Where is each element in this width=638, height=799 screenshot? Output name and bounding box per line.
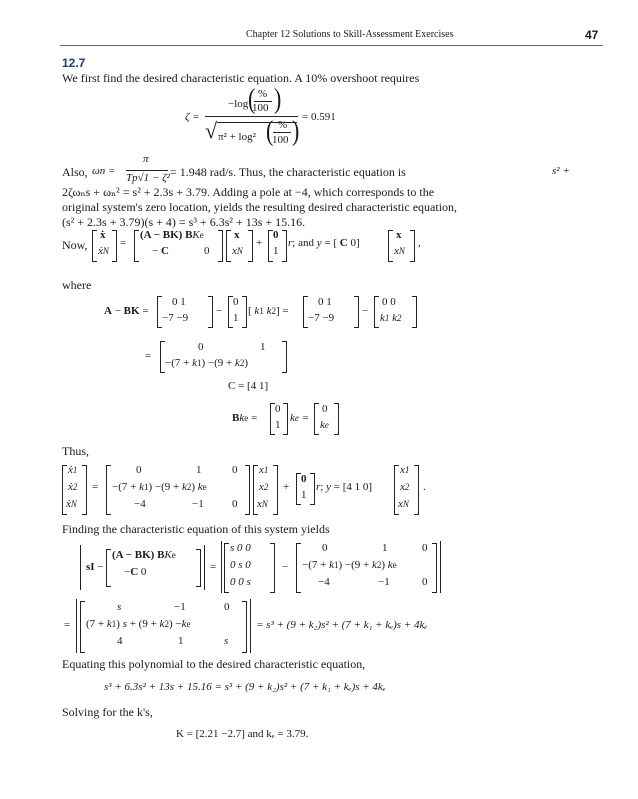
- x-vec2: x: [396, 229, 402, 241]
- pi-log: π² + log²: [218, 131, 256, 143]
- bracket: [248, 230, 253, 262]
- a-r3c2: −1: [192, 498, 204, 510]
- d-r2: −(7 + k1) −(9 + k2) ke: [302, 559, 397, 571]
- bracket: [314, 403, 319, 435]
- zeta-fraction-bar: [205, 116, 298, 117]
- m1-r1: 0 1: [172, 296, 186, 308]
- bke2-r2: ke: [320, 419, 329, 431]
- a-r3c1: −4: [134, 498, 146, 510]
- bracket: [310, 473, 315, 505]
- x-vec: x: [234, 229, 240, 241]
- A-BK-lhs: A − BK =: [104, 305, 149, 317]
- bracket: [412, 296, 417, 328]
- bracket: [134, 230, 139, 262]
- paren-l-top: (: [248, 82, 256, 115]
- x1-dot: ẋ1: [68, 464, 78, 476]
- bracket: [218, 230, 223, 262]
- m1-r2: −7 −9: [162, 312, 189, 324]
- det-bar: [76, 599, 77, 653]
- minus: −: [282, 561, 289, 573]
- bracket: [208, 296, 213, 328]
- eq-sign: =: [145, 350, 152, 362]
- minus: −: [216, 305, 223, 317]
- xn-dot: ẋN: [98, 245, 109, 257]
- xn-dot: ẋN: [66, 498, 77, 510]
- eq-sign: =: [210, 561, 217, 573]
- bracket: [354, 296, 359, 328]
- paren-r-bot: ): [292, 114, 300, 147]
- final-poly: s³ + 6.3s² + 13s + 15.16 = s³ + (9 + k₂)s² + (7 + k₁ + kₑ)s + 4kₑ: [104, 681, 386, 693]
- tp-sqrt: Tp√1 − ζ²: [126, 172, 170, 184]
- d-r3c3: 0: [422, 576, 428, 588]
- d-r3c1: −4: [318, 576, 330, 588]
- paragraph-intro: We first find the desired characteristic equation. A 10% overshoot requires: [62, 71, 420, 85]
- b0: 0: [301, 473, 307, 485]
- bracket: [80, 601, 85, 653]
- y-eq: r; y = [4 1 0]: [316, 481, 373, 493]
- e-r1c2: −1: [174, 601, 186, 613]
- e-r2: (7 + k1) s + (9 + k2) −ke: [86, 618, 191, 630]
- sqrt-sign: √: [205, 118, 218, 143]
- thus-label: Thus,: [62, 444, 89, 458]
- bracket: [414, 465, 419, 515]
- period: .: [423, 481, 426, 493]
- y-xn: xN: [398, 498, 409, 510]
- bracket: [410, 230, 415, 262]
- d-r3c2: −1: [378, 576, 390, 588]
- eq-sign: =: [64, 619, 71, 631]
- e-r3c1: 4: [117, 635, 123, 647]
- y-x1: x1: [400, 464, 410, 476]
- bracket: [242, 601, 247, 653]
- C-eq: C = [4 1]: [228, 380, 269, 392]
- equating-text: Equating this polynomial to the desired characteristic equation,: [62, 657, 366, 671]
- plus: +: [283, 481, 290, 493]
- s2-plus: s² +: [552, 165, 570, 177]
- bracket: [242, 296, 247, 328]
- where-label: where: [62, 278, 92, 292]
- omega-fraction-bar: [126, 170, 168, 171]
- e-r1c3: 0: [224, 601, 230, 613]
- paren-r-top: ): [274, 82, 282, 115]
- bracket: [374, 296, 379, 328]
- zero: 0: [204, 245, 210, 257]
- m3-r2: k1 k2: [380, 312, 402, 324]
- det-bar: [250, 599, 251, 653]
- bracket: [296, 543, 301, 593]
- line-3: original system's zero location, yields the resulting desired characteristic equation,: [62, 200, 458, 214]
- m4-r1-c1: 0: [198, 341, 204, 353]
- bracket: [270, 543, 275, 593]
- ke: ke =: [290, 412, 310, 424]
- hundred-top: 100: [252, 102, 269, 114]
- x2: x2: [259, 481, 269, 493]
- m4-r1-c2: 1: [260, 341, 266, 353]
- bracket: [112, 230, 117, 262]
- minus: −: [362, 305, 369, 317]
- bke-r2: 1: [275, 419, 281, 431]
- A-BK-term: (A − BK) BKe: [140, 229, 204, 241]
- det-bar: [204, 545, 205, 590]
- page-number: 47: [585, 28, 599, 42]
- now-label: Now,: [62, 238, 88, 252]
- bracket: [282, 230, 287, 262]
- bracket: [224, 543, 229, 593]
- e-r3c2: 1: [178, 635, 184, 647]
- comma: ,: [418, 237, 421, 249]
- sI: sI −: [86, 561, 104, 573]
- bracket: [106, 465, 111, 515]
- det-A: (A − BK) BKe: [112, 549, 176, 561]
- hundred-bot: 100: [272, 134, 289, 146]
- det-bar: [440, 541, 441, 593]
- one: 1: [273, 245, 279, 257]
- bracket: [273, 465, 278, 515]
- line-4: (s² + 2.3s + 3.79)(s + 4) = s³ + 6.3s² + 13s + 15.16.: [62, 215, 306, 229]
- zeta-result: = 0.591: [302, 111, 336, 123]
- eq-sign: =: [120, 237, 127, 249]
- det-bar: [221, 541, 222, 593]
- xn-vec2: xN: [394, 245, 405, 257]
- bracket: [432, 543, 437, 593]
- a-r1c1: 0: [136, 464, 142, 476]
- zero-bold: 0: [273, 229, 279, 241]
- b-r2: 1: [233, 312, 239, 324]
- bracket: [388, 230, 393, 262]
- a-r1c2: 1: [196, 464, 202, 476]
- det-bar: [80, 545, 81, 590]
- neg-log: −log: [228, 98, 249, 110]
- bracket: [196, 549, 201, 587]
- header-rule: [60, 45, 603, 46]
- a-r2: −(7 + k1) −(9 + k2) ke: [112, 481, 207, 493]
- det-C: −C 0: [124, 566, 147, 578]
- bke-r1: 0: [275, 403, 281, 415]
- bracket: [283, 403, 288, 435]
- b-r1: 0: [233, 296, 239, 308]
- b1: 1: [301, 489, 307, 501]
- Bke-lhs: Bke =: [232, 412, 258, 424]
- y-x2: x2: [400, 481, 410, 493]
- m2-r2: −7 −9: [308, 312, 335, 324]
- finding-text: Finding the characteristic equation of this system yields: [62, 522, 330, 536]
- running-header: Chapter 12 Solutions to Skill-Assessment Exercises: [246, 29, 454, 40]
- s-r1: s 0 0: [230, 542, 251, 554]
- solving-text: Solving for the k's,: [62, 705, 153, 719]
- pi-num: π: [143, 153, 149, 165]
- bracket: [106, 549, 111, 587]
- xn: xN: [257, 498, 268, 510]
- xn-vec: xN: [232, 245, 243, 257]
- paren-l-bot: (: [266, 114, 274, 147]
- bracket: [245, 465, 250, 515]
- K-result: K = [2.21 −2.7] and kₑ = 3.79.: [176, 728, 309, 740]
- d-r1c1: 0: [322, 542, 328, 554]
- x2-dot: ẋ2: [68, 481, 78, 493]
- d-r1c2: 1: [382, 542, 388, 554]
- m2-r1: 0 1: [318, 296, 332, 308]
- a-r3c3: 0: [232, 498, 238, 510]
- line-2: 2ζωₙs + ωₙ² = s² + 2.3s + 3.79. Adding a pole at −4, which corresponds to the: [62, 185, 435, 199]
- a-r1c3: 0: [232, 464, 238, 476]
- bracket: [92, 230, 97, 262]
- plus: +: [256, 237, 263, 249]
- pct-bot: %: [278, 119, 288, 131]
- pct-bar-bot: [273, 132, 291, 133]
- pct-top: %: [258, 88, 268, 100]
- m3-r1: 0 0: [382, 296, 396, 308]
- eq-sign: =: [92, 481, 99, 493]
- bke2-r1: 0: [322, 403, 328, 415]
- m4-r2: −(7 + k1) −(9 + k2): [165, 357, 249, 369]
- x-dot: ẋ: [100, 229, 106, 241]
- bracket: [282, 341, 287, 373]
- also-label: Also,: [62, 165, 88, 179]
- d-r1c3: 0: [422, 542, 428, 554]
- x1: x1: [259, 464, 269, 476]
- bracket: [334, 403, 339, 435]
- zeta-label: ζ =: [185, 111, 200, 123]
- k-row: [ k1 k2] =: [248, 305, 289, 317]
- omega-n-label: ωn =: [92, 165, 116, 177]
- bracket: [226, 230, 231, 262]
- e-r3c3: s: [224, 635, 229, 647]
- bracket: [82, 465, 87, 515]
- also-rest: = 1.948 rad/s. Thus, the characteristic equation is: [170, 165, 406, 179]
- s-r2: 0 s 0: [230, 559, 251, 571]
- det-result: = s³ + (9 + k₂)s² + (7 + k₁ + kₑ)s + 4kₑ: [256, 619, 428, 631]
- C-term: − C: [152, 245, 169, 257]
- e-r1c1: s: [117, 601, 122, 613]
- s-r3: 0 0 s: [230, 576, 251, 588]
- section-number: 12.7: [62, 56, 86, 70]
- output-eq: r; and y = [ C 0]: [288, 237, 360, 249]
